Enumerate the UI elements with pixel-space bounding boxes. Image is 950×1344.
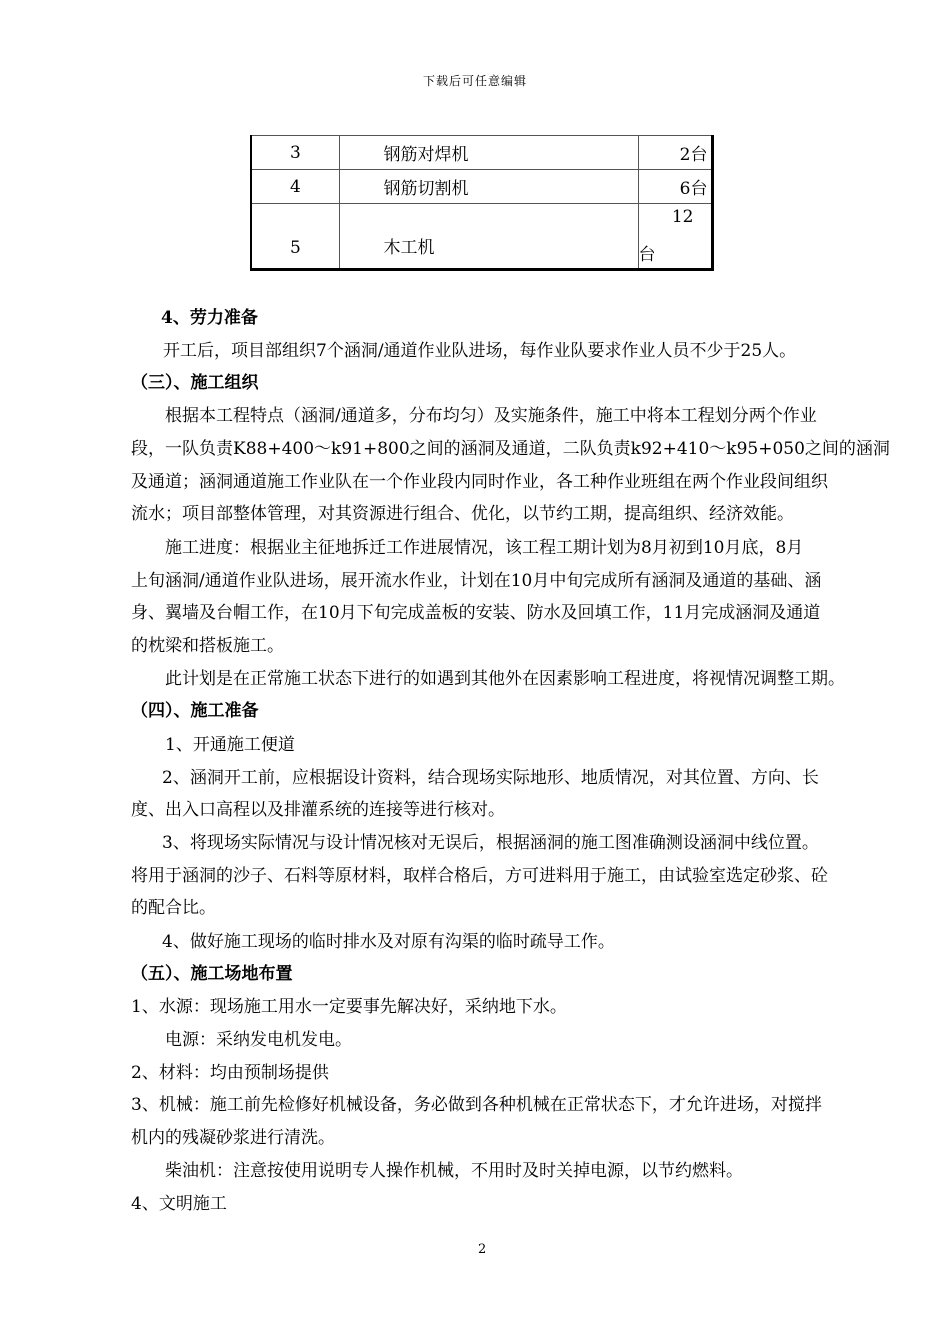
site-heading: （五）、施工场地布置	[131, 964, 293, 984]
row-number: 4	[251, 170, 339, 204]
equipment-qty: 6台	[638, 170, 712, 204]
paragraph-line: 此计划是在正常施工状态下进行的如遇到其他外在因素影响工程进度，将视情况调整工期。	[165, 669, 845, 689]
equipment-name: 木工机	[339, 204, 638, 270]
list-item: 4、做好施工现场的临时排水及对原有沟渠的临时疏导工作。	[162, 932, 615, 952]
list-item: 的配合比。	[131, 898, 216, 918]
row-number: 3	[251, 136, 339, 170]
list-item: 2、涵洞开工前，应根据设计资料，结合现场实际地形、地质情况，对其位置、方向、长	[162, 768, 819, 788]
equipment-name: 钢筋切割机	[339, 170, 638, 204]
paragraph-line: 流水；项目部整体管理，对其资源进行组合、优化，以节约工期，提高组织、经济效能。	[131, 504, 794, 524]
table-row	[251, 170, 712, 204]
labor-heading: 4、劳力准备	[161, 308, 258, 328]
list-item: 度、出入口高程以及排灌系统的连接等进行核对。	[131, 800, 505, 820]
preparation-heading: （四）、施工准备	[131, 701, 259, 721]
paragraph-line: 的枕梁和搭板施工。	[131, 636, 284, 656]
table-row	[251, 136, 712, 170]
list-item: 柴油机：注意按使用说明专人操作机械，不用时及时关掉电源，以节约燃料。	[165, 1161, 743, 1181]
list-item: 机内的残凝砂浆进行清洗。	[131, 1128, 335, 1148]
organization-heading: （三）、施工组织	[131, 373, 259, 393]
paragraph-line: 上旬涵洞/通道作业队进场，展开流水作业，计划在10月中旬完成所有涵洞及通道的基础、涵	[131, 571, 822, 591]
list-item: 将用于涵洞的沙子、石料等原材料，取样合格后，方可进料用于施工，由试验室选定砂浆、砼	[131, 866, 828, 886]
table-row	[251, 204, 712, 270]
row-number: 5	[251, 204, 339, 270]
paragraph-line: 身、翼墙及台帽工作，在10月下旬完成盖板的安装、防水及回填工作，11月完成涵洞及通道	[131, 603, 821, 623]
page-number: 2	[478, 1242, 487, 1257]
equipment-qty	[638, 204, 712, 270]
list-item: 3、将现场实际情况与设计情况核对无误后，根据涵洞的施工图准确测设涵洞中线位置。	[162, 833, 819, 853]
list-item: 4、文明施工	[131, 1194, 227, 1214]
page-header: 下载后可任意编辑	[422, 74, 527, 88]
paragraph-line: 根据本工程特点（涵洞/通道多，分布均匀）及实施条件，施工中将本工程划分两个作业	[165, 406, 817, 426]
paragraph-line: 及通道；涵洞通道施工作业队在一个作业段内同时作业，各工种作业班组在两个作业段间组织	[131, 472, 828, 492]
list-item: 3、机械：施工前先检修好机械设备，务必做到各种机械在正常状态下，才允许进场，对搅拌	[131, 1095, 822, 1115]
equipment-table	[250, 135, 714, 271]
qty-number: 12	[671, 207, 694, 227]
list-item: 1、水源：现场施工用水一定要事先解决好，采纳地下水。	[131, 997, 567, 1017]
labor-text: 开工后，项目部组织7个涵洞/通道作业队进场，每作业队要求作业人员不少于25人。	[163, 341, 797, 361]
paragraph-line: 施工进度：根据业主征地拆迁工作进展情况，该工程工期计划为8月初到10月底，8月	[165, 538, 804, 558]
list-item: 2、材料：均由预制场提供	[131, 1063, 329, 1083]
qty-unit: 台	[638, 245, 656, 265]
list-item: 1、开通施工便道	[165, 735, 295, 755]
list-item: 电源：采纳发电机发电。	[165, 1030, 352, 1050]
paragraph-line: 段，一队负责K88+400～k91+800之间的涵洞及通道，二队负责k92+410～k95+050之间的涵洞	[131, 439, 890, 459]
equipment-qty: 2台	[638, 136, 712, 170]
equipment-name: 钢筋对焊机	[339, 136, 638, 170]
